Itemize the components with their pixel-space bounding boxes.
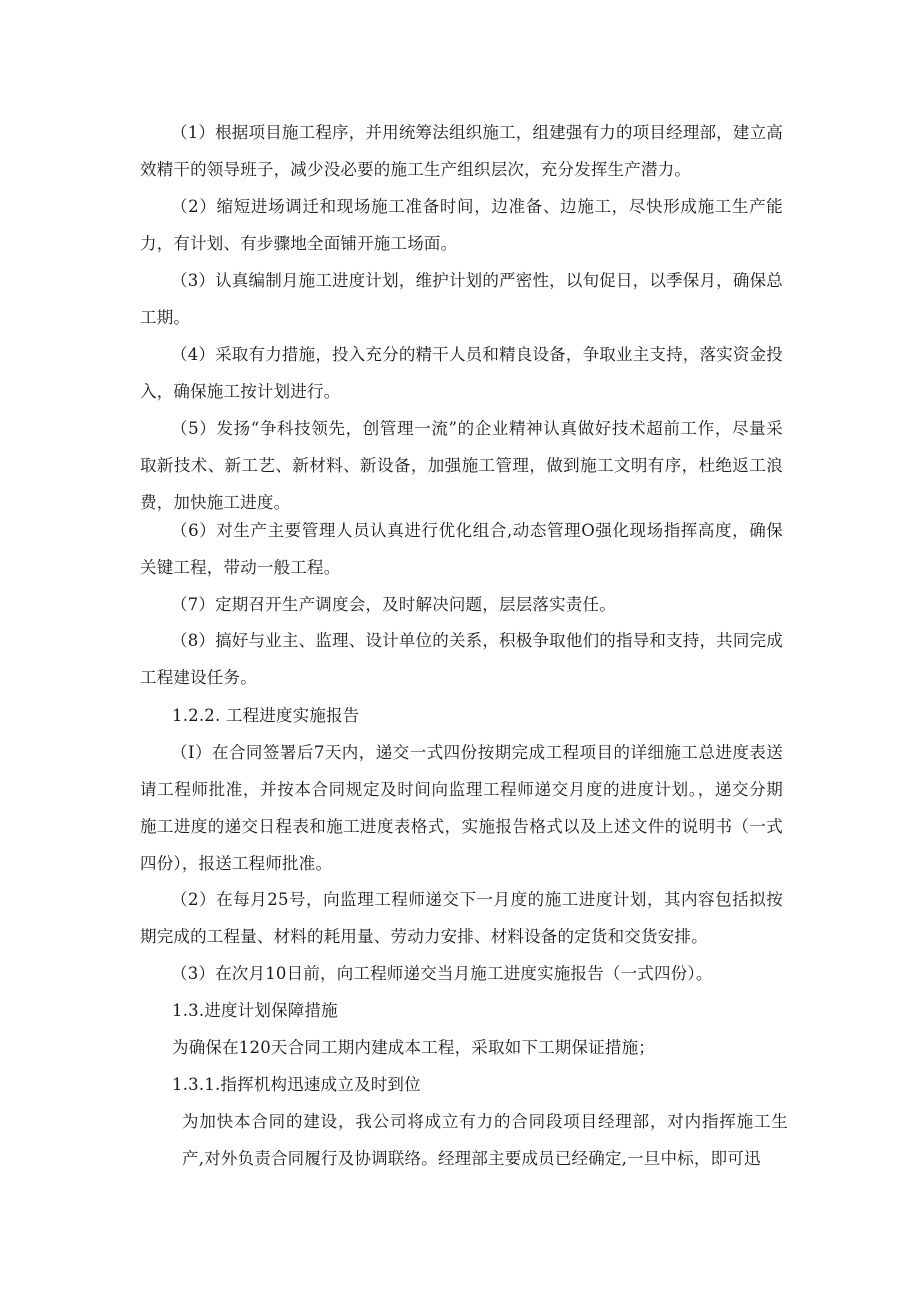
report-paragraph-3: （3）在次月10日前，向工程师递交当月施工进度实施报告（一式四份）。 <box>171 964 713 983</box>
section-heading-1-3-1: 1.3.1.指挥机构迅速成立及时到位 <box>172 1075 421 1094</box>
paragraph-1-3-1: 为加快本合同的建设，我公司将成立有力的合同段项目经理部，对内指挥施工生产,对外负责合同履行及协调联络。经理部主要成员已经确定,一旦中标，即可迅 <box>182 1112 788 1168</box>
paragraph-2: （2）缩短进场调迁和现场施工准备时间，边准备、边施工，尽快形成施工生产能力，有计划、有步骤地全面铺开施工场面。 <box>140 197 783 253</box>
report-paragraph-1: （I）在合同签署后7天内，递交一式四份按期完成工程项目的详细施工总进度表送请工程师批准，并按本合同规定及时间向监理工程师递交月度的进度计划。，递交分期施工进度的递交日程表和施工进度表格式，实施报告格式以及上述文件的说明书（一式四份），报送工程师批准。 <box>140 743 783 873</box>
paragraph-3: （3）认真编制月施工进度计划，维护计划的严密性，以旬促日，以季保月，确保总工期。 <box>140 271 783 327</box>
paragraph-6: （6）对生产主要管理人员认真进行优化组合,动态管理O强化现场指挥高度，确保关键工程，带动一般工程。 <box>140 521 783 577</box>
report-paragraph-2: （2）在每月25号，向监理工程师递交下一月度的施工进度计划，其内容包括拟按期完成的工程量、材料的耗用量、劳动力安排、材料设备的定货和交货安排。 <box>140 890 783 946</box>
section-heading-1-3: 1.3.进度计划保障措施 <box>172 1001 338 1020</box>
section-intro-1-3: 为确保在120天合同工期内建成本工程，采取如下工期保证措施； <box>172 1038 655 1057</box>
paragraph-8: （8）搞好与业主、监理、设计单位的关系，积极争取他们的指导和支持，共同完成工程建设任务。 <box>140 631 783 687</box>
paragraph-7: （7）定期召开生产调度会，及时解决问题，层层落实责任。 <box>171 595 616 614</box>
paragraph-5: （5）发扬“争科技领先，创管理一流”的企业精神认真做好技术超前工作，尽量采取新技术、新工艺、新材料、新设备，加强施工管理，做到施工文明有序，杜绝返工浪费，加快施工进度。 <box>140 419 783 512</box>
paragraph-1: （1）根据项目施工程序，并用统筹法组织施工，组建强有力的项目经理部，建立高效精干的领导班子，减少没必要的施工生产组织层次，充分发挥生产潜力。 <box>140 123 783 179</box>
paragraph-4: （4）采取有力措施，投入充分的精干人员和精良设备，争取业主支持，落实资金投入，确保施工按计划进行。 <box>140 345 783 401</box>
section-heading-1-2-2: 1.2.2. 工程进度实施报告 <box>172 706 360 725</box>
